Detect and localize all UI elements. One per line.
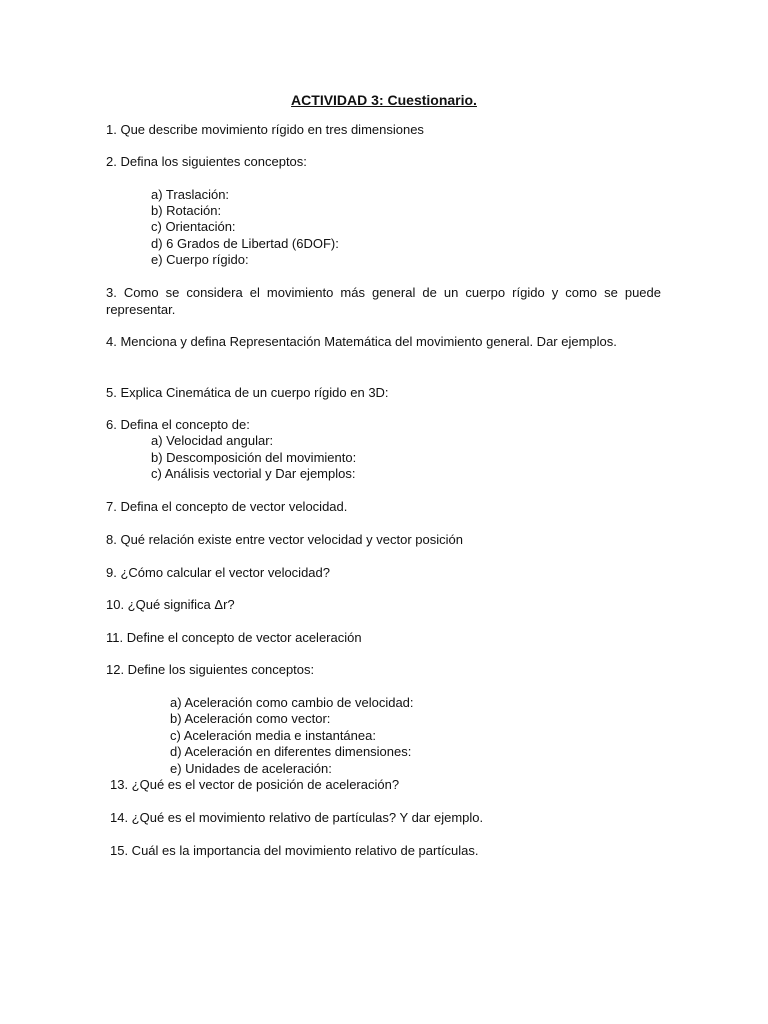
question-10: 10. ¿Qué significa Δr? [106,597,235,612]
question-7: 7. Defina el concepto de vector velocidad. [106,499,348,514]
question-9: 9. ¿Cómo calcular el vector velocidad? [106,565,330,580]
question-12: 12. Define los siguientes conceptos: [106,662,315,677]
question-12-item-d: d) Aceleración en diferentes dimensiones: [170,744,412,759]
question-2-item-a: a) Traslación: [151,187,230,202]
question-2-item-c: c) Orientación: [151,219,236,234]
question-6-item-a: a) Velocidad angular: [151,433,274,448]
question-2-item-d: d) 6 Grados de Libertad (6DOF): [151,236,339,251]
question-12-item-a: a) Aceleración como cambio de velocidad: [170,695,414,710]
question-2: 2. Defina los siguientes conceptos: [106,154,307,169]
question-6-item-b: b) Descomposición del movimiento: [151,450,357,465]
question-6: 6. Defina el concepto de: [106,417,250,432]
question-2-item-b: b) Rotación: [151,203,222,218]
question-5: 5. Explica Cinemática de un cuerpo rígido en 3D: [106,385,389,400]
question-15: 15. Cuál es la importancia del movimiento relativo de partículas. [110,843,479,858]
question-12-item-e: e) Unidades de aceleración: [170,761,332,776]
question-8: 8. Qué relación existe entre vector velocidad y vector posición [106,532,463,547]
question-2-item-e: e) Cuerpo rígido: [151,252,249,267]
question-6-item-c: c) Análisis vectorial y Dar ejemplos: [151,466,356,481]
question-3: 3. Como se considera el movimiento más general de un cuerpo rígido y como se puede representar. [106,285,661,317]
document-title: ACTIVIDAD 3: Cuestionario. [291,92,477,108]
question-12-item-b: b) Aceleración como vector: [170,711,331,726]
question-12-item-c: c) Aceleración media e instantánea: [170,728,376,743]
question-14: 14. ¿Qué es el movimiento relativo de partículas? Y dar ejemplo. [110,810,484,825]
question-1: 1. Que describe movimiento rígido en tres dimensiones [106,122,424,137]
question-13: 13. ¿Qué es el vector de posición de aceleración? [110,777,400,792]
question-4: 4. Menciona y defina Representación Matemática del movimiento general. Dar ejemplos. [106,334,617,349]
question-11: 11. Define el concepto de vector aceleración [106,630,362,645]
